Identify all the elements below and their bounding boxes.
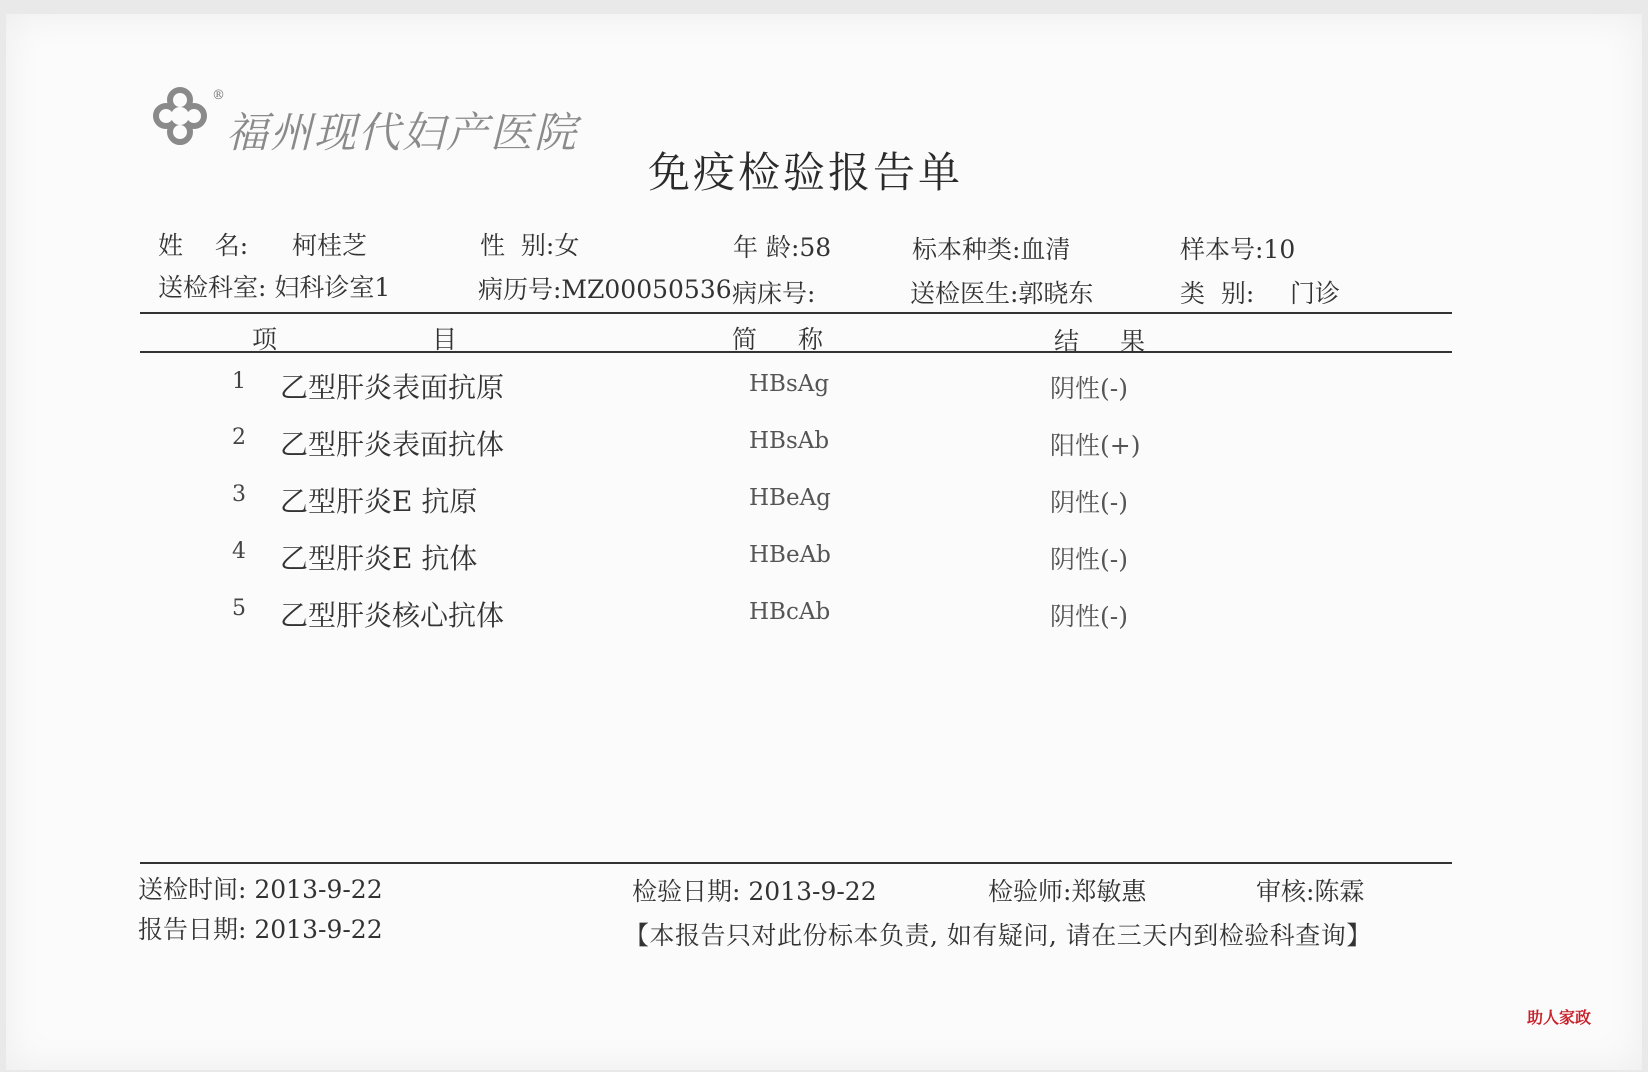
- row-result: 阳性(+): [1050, 431, 1141, 460]
- row-test-name: 乙型肝炎表面抗原: [280, 371, 505, 404]
- watermark-text: 助人家政: [1527, 1008, 1592, 1027]
- sample-no-field: 样本号:10: [1180, 235, 1296, 264]
- col-header-abbr-b: 称: [798, 325, 824, 354]
- row-abbr: HBcAb: [749, 599, 831, 625]
- col-header-result-b: 果: [1120, 327, 1146, 356]
- row-test-name: 乙型肝炎E 抗体: [280, 542, 478, 575]
- table-top-rule: [140, 312, 1452, 314]
- row-test-name: 乙型肝炎表面抗体: [280, 428, 505, 461]
- hospital-flower-logo-icon: [150, 86, 210, 148]
- department-field: 送检科室: 妇科诊室1: [158, 273, 391, 302]
- row-number: 4: [232, 539, 246, 564]
- col-header-abbr-a: 简: [732, 325, 758, 354]
- report-date: 报告日期: 2013-9-22: [138, 915, 383, 944]
- disclaimer: 【本报告只对此份标本负责, 如有疑问, 请在三天内到检验科查询】: [624, 921, 1372, 950]
- row-number: 2: [232, 425, 246, 450]
- row-result: 阴性(-): [1050, 602, 1128, 631]
- category-label: 类 别:: [1180, 279, 1255, 308]
- record-no-field: 病历号:MZ00050536: [478, 275, 732, 304]
- report-title: 免疫检验报告单: [648, 148, 964, 197]
- test-date: 检验日期: 2013-9-22: [632, 877, 877, 906]
- row-test-name: 乙型肝炎E 抗原: [280, 485, 478, 518]
- row-test-name: 乙型肝炎核心抗体: [280, 599, 505, 632]
- hospital-name: 福州现代妇产医院: [226, 108, 579, 157]
- col-header-item-a: 项: [252, 325, 278, 354]
- doctor-field: 送检医生:郭晓东: [910, 279, 1094, 308]
- category-value: 门诊: [1290, 279, 1341, 308]
- table-header-rule: [140, 351, 1452, 353]
- footer-rule: [140, 862, 1452, 864]
- row-number: 3: [232, 482, 246, 507]
- reviewer: 审核:陈霖: [1256, 877, 1365, 906]
- row-number: 5: [232, 596, 246, 621]
- row-result: 阴性(-): [1050, 488, 1128, 517]
- registered-mark: ®: [212, 88, 225, 103]
- name-label: 姓 名:: [158, 231, 249, 260]
- name-value: 柯桂芝: [292, 231, 368, 260]
- bed-no-field: 病床号:: [732, 279, 816, 308]
- col-header-item-b: 目: [432, 325, 458, 354]
- submit-time: 送检时间: 2013-9-22: [138, 875, 383, 904]
- row-abbr: HBeAg: [749, 485, 831, 511]
- age-field: 年 龄:58: [733, 233, 832, 262]
- specimen-type-field: 标本种类:血清: [912, 235, 1071, 264]
- gender-field: 性 别:女: [480, 231, 580, 260]
- row-result: 阴性(-): [1050, 374, 1128, 403]
- col-header-result-a: 结: [1054, 327, 1080, 356]
- row-abbr: HBsAg: [749, 371, 830, 397]
- row-abbr: HBeAb: [749, 542, 831, 568]
- row-result: 阴性(-): [1050, 545, 1128, 574]
- technician: 检验师:郑敏惠: [988, 877, 1147, 906]
- row-number: 1: [232, 369, 246, 394]
- row-abbr: HBsAb: [749, 428, 830, 454]
